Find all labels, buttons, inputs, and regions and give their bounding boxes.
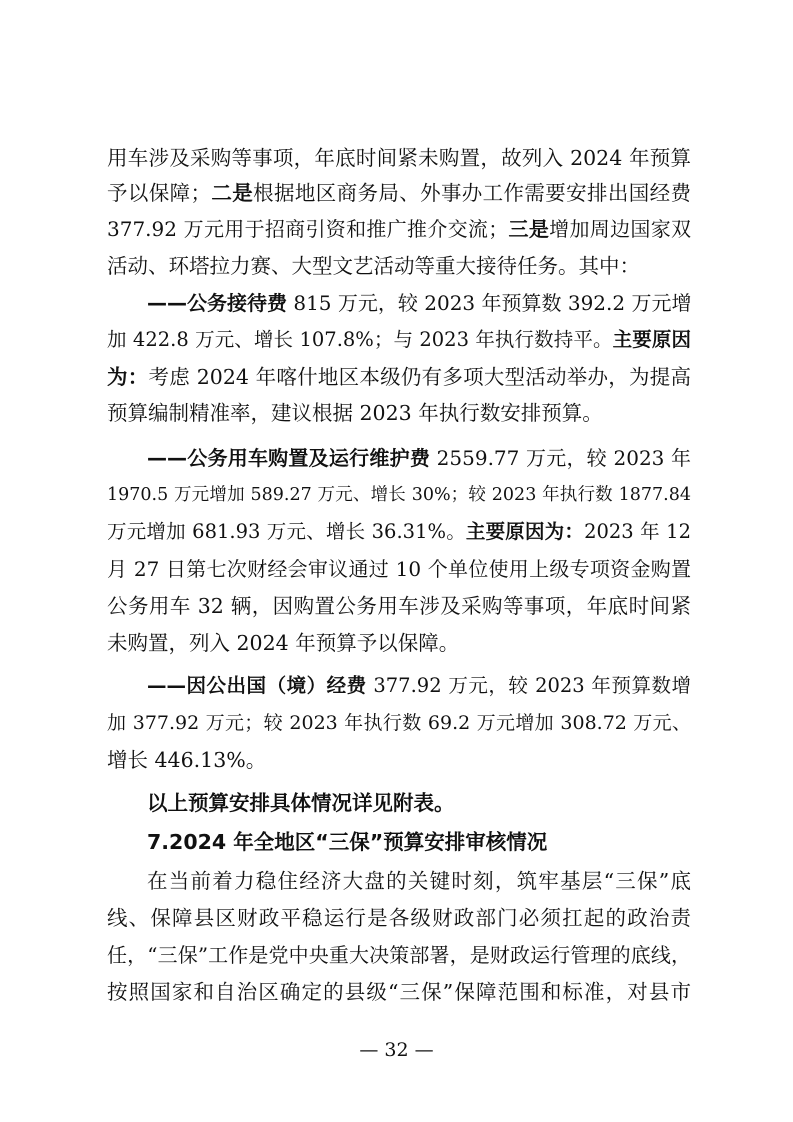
- paragraph-line: [107, 178, 691, 208]
- paragraph-line: [107, 591, 691, 621]
- paragraph-line: [107, 903, 691, 933]
- bold-text-run: 主要原因为：: [465, 520, 585, 543]
- text-run: 未购置，列入 2024 年预算予以保障。: [107, 631, 460, 655]
- paragraph-line: [107, 977, 691, 1007]
- text-run: 2559.77 万元，较 2023 年: [430, 446, 691, 470]
- text-run: 公务用车 32 辆，因购置公务用车涉及采购等事项，年底时间紧: [107, 594, 691, 618]
- text-run: 万元增加 681.93 万元、增长 36.31%。: [107, 520, 466, 543]
- paragraph-line: [107, 362, 691, 392]
- text-run: 考虑 2024 年喀什地区本级仍有多项大型活动举办，为提高: [148, 365, 691, 389]
- paragraph-line: [107, 251, 691, 281]
- text-run: 815 万元，较 2023 年预算数 392.2 万元增: [287, 291, 692, 315]
- text-run: 加 422.8 万元、增长 107.8%；与 2023 年执行数持平。: [107, 328, 613, 351]
- bold-text-run: 主要原因: [612, 328, 691, 351]
- paragraph-line: [147, 866, 691, 896]
- text-run: 根据地区商务局、外事办工作需要安排出国经费: [253, 181, 692, 205]
- text-run: 月 27 日第七次财经会审议通过 10 个单位使用上级专项资金购置: [107, 557, 691, 581]
- text-run: 任，“三保”工作是党中央重大决策部署，是财政运行管理的底线，: [107, 943, 691, 967]
- text-run: 7.2024 年全地区“三保”预算安排审核情况: [147, 830, 548, 854]
- text-run: 用车涉及采购等事项，年底时间紧未购置，故列入 2024 年预算: [107, 146, 691, 170]
- paragraph-line: [107, 398, 691, 428]
- text-run: 377.92 万元用于招商引资和推广推介交流；: [107, 217, 509, 241]
- bold-text-run: ——公务接待费: [147, 291, 287, 315]
- text-run: 2023 年 12: [584, 520, 691, 543]
- bold-text-run: ——公务用车购置及运行维护费: [147, 446, 431, 470]
- text-run: 预算编制精准率，建议根据 2023 年执行数安排预算。: [107, 401, 603, 425]
- page-number: — 32 —: [359, 1039, 434, 1061]
- text-run: 1970.5 万元增加 589.27 万元、增长 30%；较 2023 年执行数 1877.84: [107, 485, 691, 505]
- text-run: 予以保障；: [107, 181, 211, 205]
- paragraph-line: [107, 480, 691, 510]
- paragraph-line: [107, 325, 691, 355]
- paragraph-line: [147, 671, 691, 701]
- text-run: 以上预算安排具体情况详见附表。: [147, 791, 455, 815]
- text-run: 活动、环塔拉力赛、大型文艺活动等重大接待任务。其中：: [107, 254, 640, 278]
- paragraph-line: [107, 940, 691, 970]
- text-run: 增加周边国家双: [549, 217, 692, 241]
- text-run: 线、保障县区财政平稳运行是各级财政部门必须扛起的政治责: [107, 906, 691, 930]
- paragraph-line: [107, 628, 691, 658]
- paragraph-line: [107, 517, 691, 547]
- bold-text-run: 二是: [210, 181, 254, 205]
- bold-text-run: 为：: [107, 365, 149, 389]
- paragraph-line: [147, 288, 691, 318]
- paragraph-line: [107, 745, 691, 775]
- bold-text-run: 三是: [508, 217, 550, 241]
- text-run: 在当前着力稳住经济大盘的关键时刻，筑牢基层“三保”底: [147, 869, 691, 893]
- paragraph-line: [107, 214, 691, 244]
- text-run: 增长 446.13%。: [107, 748, 267, 772]
- summary-note: [147, 788, 691, 818]
- section-heading: [147, 827, 691, 857]
- paragraph-line: [107, 708, 691, 738]
- paragraph-line: [147, 443, 691, 473]
- paragraph-line: [107, 143, 691, 173]
- bold-text-run: ——因公出国（境）经费: [147, 674, 367, 697]
- text-run: 按照国家和自治区确定的县级“三保”保障范围和标准，对县市: [107, 980, 691, 1004]
- text-run: 377.92 万元，较 2023 年预算数增: [366, 674, 691, 697]
- text-run: 加 377.92 万元；较 2023 年执行数 69.2 万元增加 308.72 万元、: [107, 712, 691, 734]
- paragraph-line: [107, 554, 691, 584]
